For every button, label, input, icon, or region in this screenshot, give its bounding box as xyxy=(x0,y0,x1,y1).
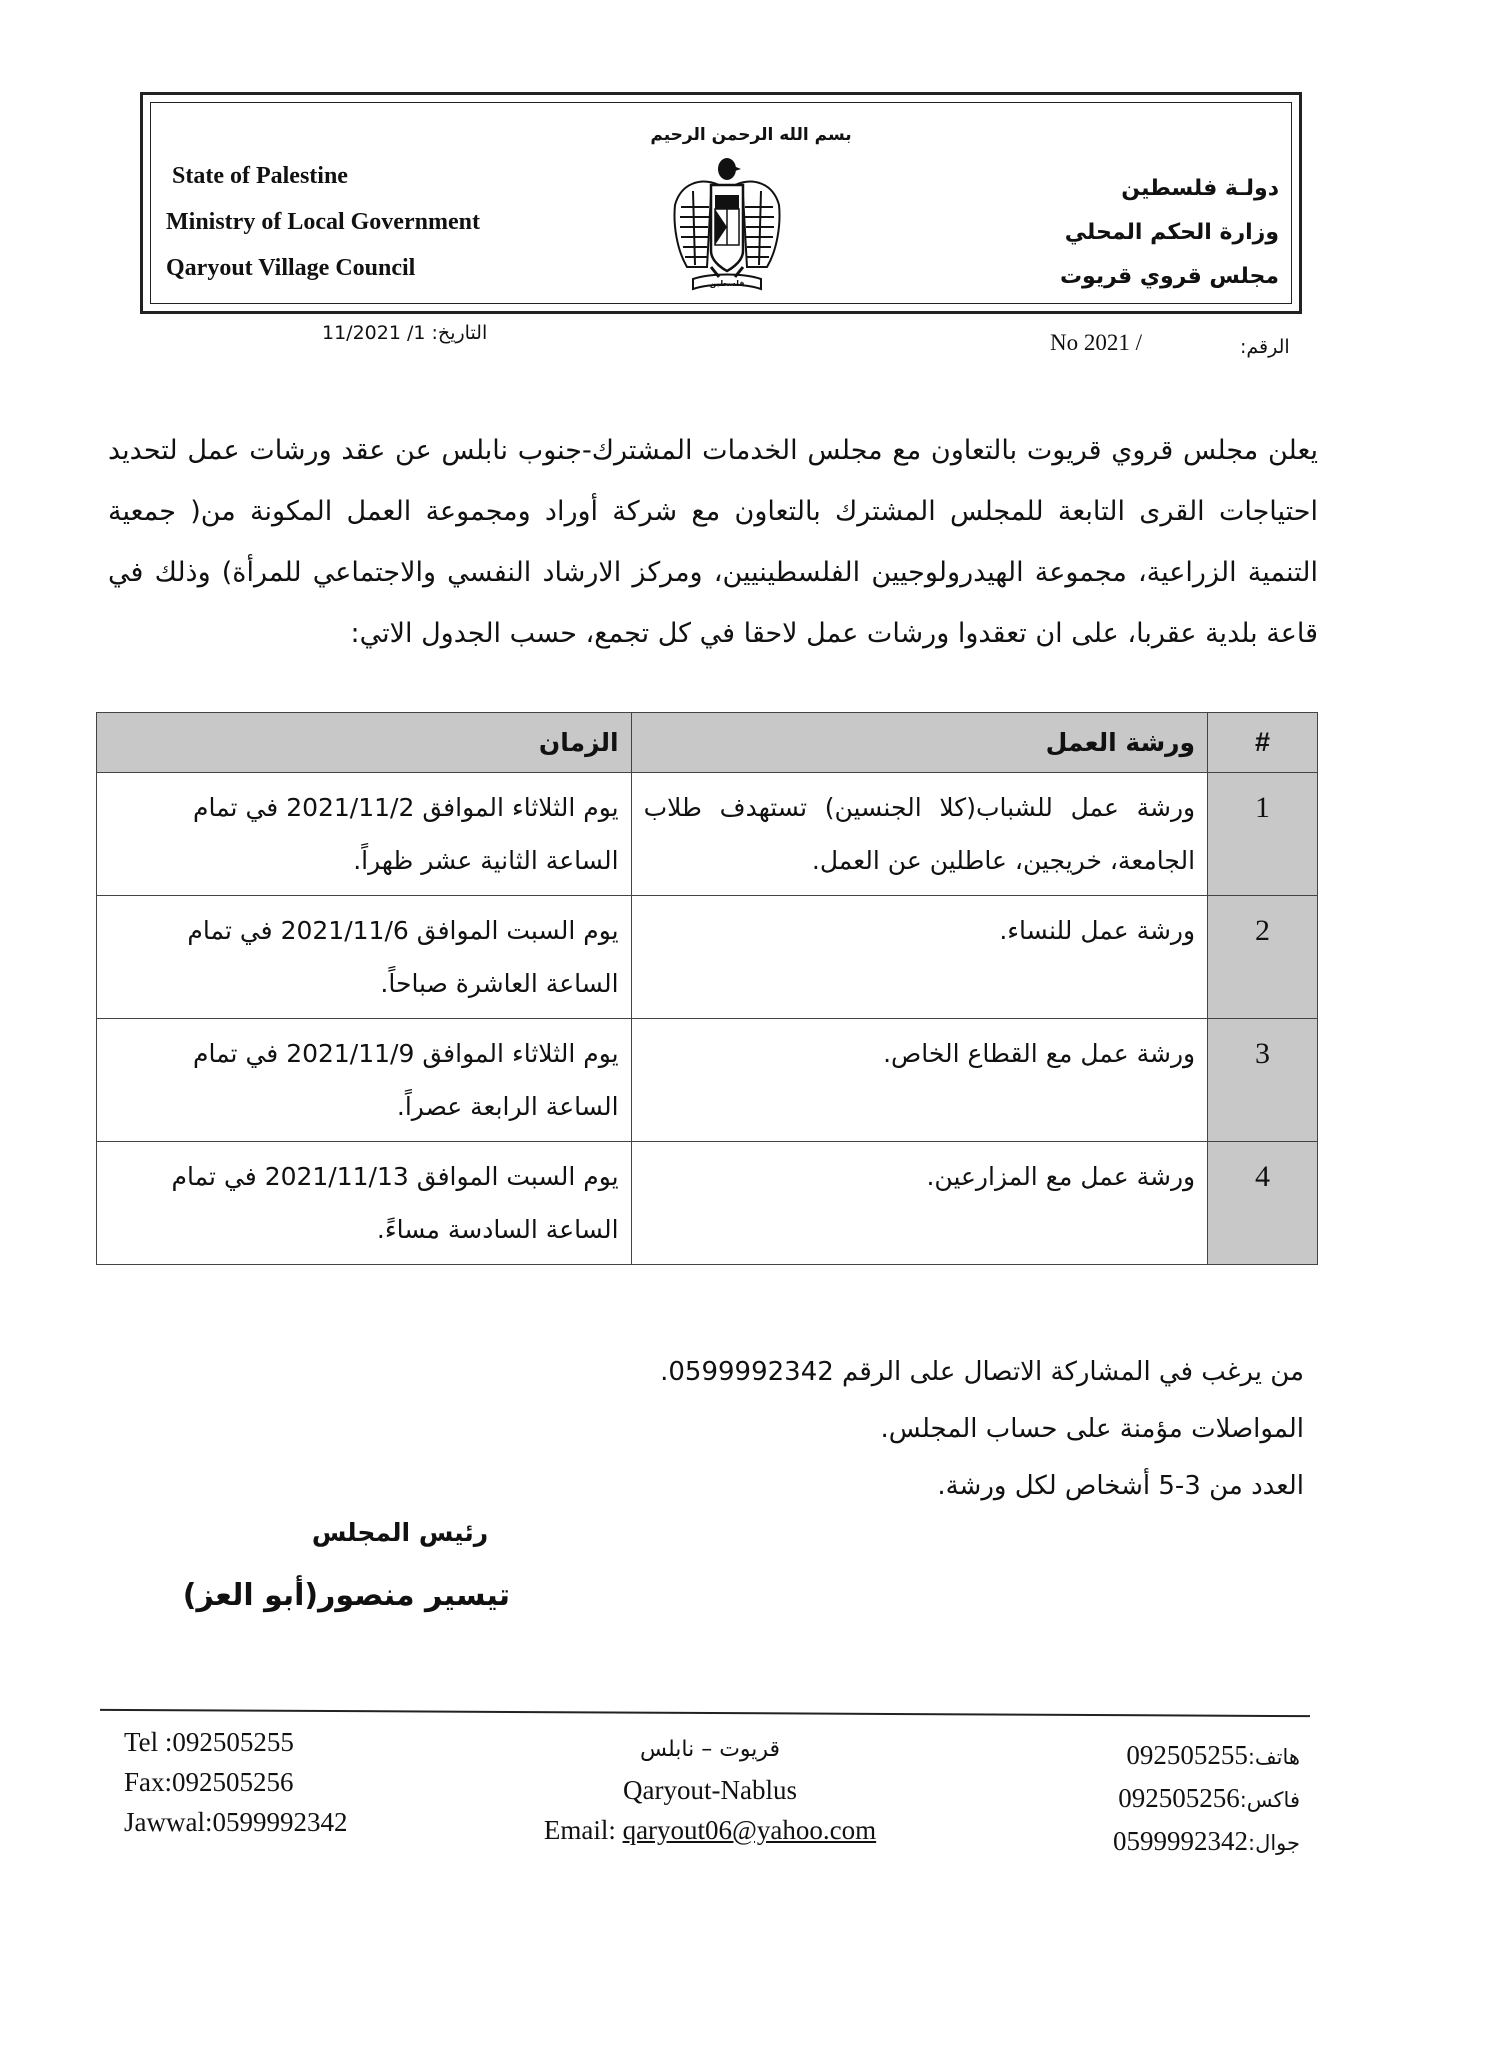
footer-fax-ar xyxy=(1060,1778,1300,1821)
time-line-2: الساعة الرابعة عصراً. xyxy=(396,1092,619,1121)
workshop-cell: ورشة عمل مع القطاع الخاص. xyxy=(631,1019,1207,1142)
table-row xyxy=(97,773,1318,896)
footer-address xyxy=(490,1730,930,1850)
workshop-cell: ورشة عمل مع المزارعين. xyxy=(631,1142,1207,1265)
header-time: الزمان xyxy=(97,713,632,773)
state-name-ar: دولـة فلسطين xyxy=(1121,176,1279,201)
time-cell xyxy=(97,896,632,1019)
document-date: التاريخ: 1/ 11/2021 xyxy=(322,322,488,344)
footer-phone-label: هاتف: xyxy=(1247,1745,1300,1769)
ministry-name-en: Ministry of Local Government xyxy=(166,209,480,235)
footer-address-en: Qaryout-Nablus xyxy=(623,1775,797,1805)
footer-contacts-ar xyxy=(1060,1735,1300,1864)
letterhead-inner-frame xyxy=(150,102,1292,304)
announcement-paragraph: يعلن مجلس قروي قريوت بالتعاون مع مجلس الخدمات المشترك-جنوب نابلس عن عقد ورشات عمل لتحديد احتياجات القرى التابعة للمجلس المشترك بالتعاون مع شركة أوراد ومجموعة العمل المكونة من( جمعية التنمية الزراعية، مجموعة الهيدرولوجيين الفلسطينيين، ومركز الارشاد النفسي والاجتماعي للمرأة) وذلك في قاعة بلدية عقربا، على ان تعقدوا ورشات عمل لاحقا في كل تجمع، حسب الجدول الاتي: xyxy=(108,435,1318,649)
workshop-cell: ورشة عمل للشباب(كلا الجنسين) تستهدف طلاب الجامعة، خريجين، عاطلين عن العمل. xyxy=(631,773,1207,896)
row-number: 1 xyxy=(1208,773,1318,896)
footer-phone-value: 092505255 xyxy=(1126,1740,1248,1770)
footer-email-line xyxy=(490,1810,930,1850)
note-contact: من يرغب في المشاركة الاتصال على الرقم 0599992342. xyxy=(660,1357,1304,1387)
header-workshop: ورشة العمل xyxy=(631,713,1207,773)
participation-notes xyxy=(660,1344,1304,1515)
footer-mobile-value: 0599992342 xyxy=(1113,1826,1248,1856)
table-row xyxy=(97,1142,1318,1265)
workshop-schedule-table xyxy=(96,712,1318,1265)
council-name-en: Qaryout Village Council xyxy=(166,255,416,281)
time-cell xyxy=(97,773,632,896)
footer-mobile-label: جوال: xyxy=(1248,1831,1300,1855)
footer-contacts-en xyxy=(124,1722,347,1842)
footer-fax-value: 092505256 xyxy=(1118,1783,1240,1813)
footer-mobile-ar xyxy=(1060,1821,1300,1864)
footer-fax-label: فاكس: xyxy=(1239,1788,1300,1812)
reference-number: No 2021 / xyxy=(1050,330,1142,355)
time-line-1: يوم الثلاثاء الموافق 2021/11/9 في تمام xyxy=(192,1039,619,1068)
state-name-en: State of Palestine xyxy=(172,163,348,189)
emblem-label: فلسطين xyxy=(709,279,745,288)
table-row xyxy=(97,896,1318,1019)
ministry-name-ar: وزارة الحكم المحلي xyxy=(1064,220,1279,245)
note-attendees: العدد من 3-5 أشخاص لكل ورشة. xyxy=(937,1471,1304,1501)
time-cell xyxy=(97,1142,632,1265)
time-line-1: يوم السبت الموافق 2021/11/13 في تمام xyxy=(171,1162,619,1191)
time-line-2: الساعة الثانية عشر ظهراً. xyxy=(353,846,619,875)
palestine-eagle-emblem-icon xyxy=(671,155,783,305)
letterhead xyxy=(140,92,1302,314)
time-line-2: الساعة العاشرة صباحاً. xyxy=(380,969,619,998)
footer-address-ar: قريوت – نابلس xyxy=(639,1737,781,1762)
letterhead-arabic xyxy=(1060,167,1279,299)
row-number: 2 xyxy=(1208,896,1318,1019)
signature-title: رئيس المجلس xyxy=(311,1518,489,1547)
time-line-1: يوم الثلاثاء الموافق 2021/11/2 في تمام xyxy=(192,793,619,822)
row-number: 4 xyxy=(1208,1142,1318,1265)
note-transport: المواصلات مؤمنة على حساب المجلس. xyxy=(880,1414,1304,1444)
table-header-row xyxy=(97,713,1318,773)
reference-number-label: الرقم: xyxy=(1240,336,1290,358)
table-row xyxy=(97,1019,1318,1142)
footer-tel: Tel :092505255 xyxy=(124,1727,294,1757)
workshop-cell: ورشة عمل للنساء. xyxy=(631,896,1207,1019)
signature-name: تيسير منصور(أبو العز) xyxy=(182,1578,510,1613)
time-line-1: يوم السبت الموافق 2021/11/6 في تمام xyxy=(187,916,619,945)
footer-email-link[interactable]: qaryout06@yahoo.com xyxy=(622,1815,877,1845)
footer-email-label: Email: xyxy=(543,1815,616,1845)
council-name-ar: مجلس قروي قريوت xyxy=(1059,264,1279,289)
footer-divider xyxy=(100,1709,1310,1717)
footer-phone-ar xyxy=(1060,1735,1300,1778)
footer-fax: Fax:092505256 xyxy=(124,1767,294,1797)
header-number: # xyxy=(1208,713,1318,773)
row-number: 3 xyxy=(1208,1019,1318,1142)
time-line-2: الساعة السادسة مساءً. xyxy=(376,1215,619,1244)
time-cell xyxy=(97,1019,632,1142)
footer-jawwal: Jawwal:0599992342 xyxy=(124,1807,348,1837)
letterhead-english xyxy=(166,153,480,291)
basmala: بسم الله الرحمن الرحيم xyxy=(650,125,852,145)
